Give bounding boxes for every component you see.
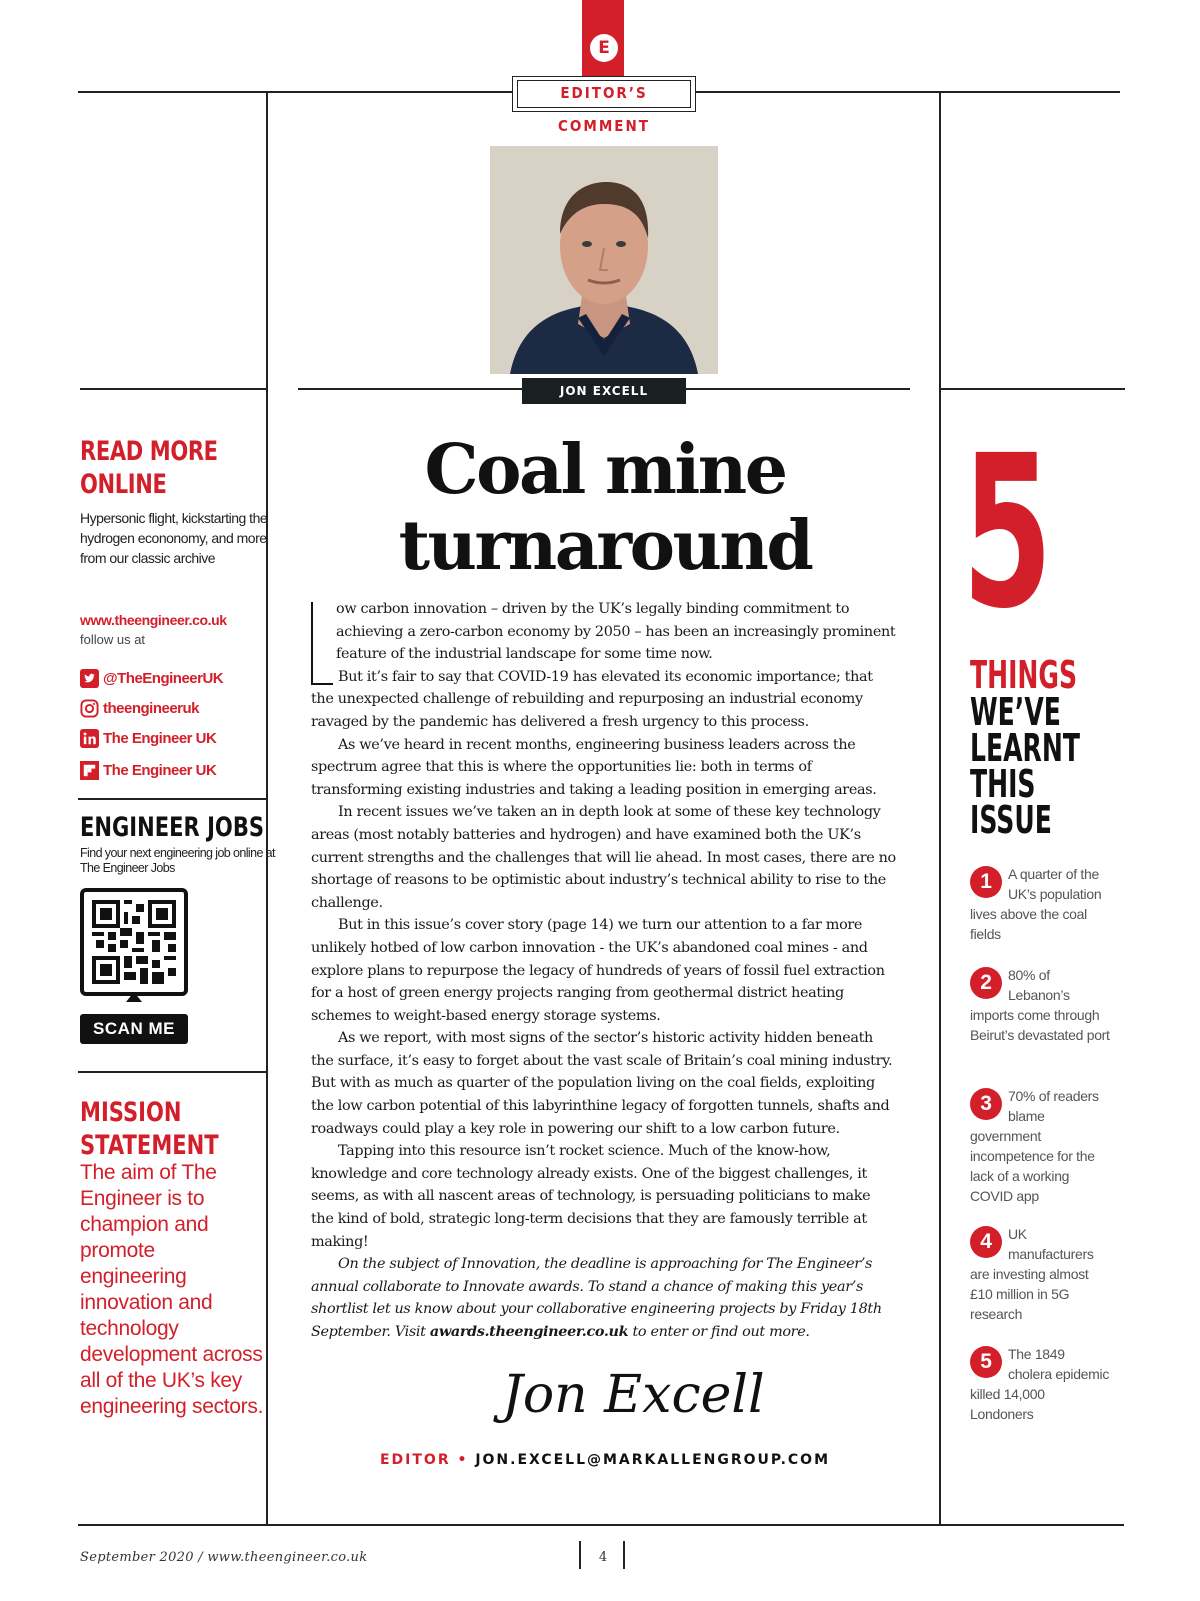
section-label-inner-border <box>517 80 691 108</box>
editor-email[interactable]: JON.EXCELL@MARKALLENGROUP.COM <box>475 1452 831 1468</box>
qr-pointer <box>126 992 142 1002</box>
headline <box>300 432 910 584</box>
mission-statement-title: MISSION STATEMENT <box>80 1097 219 1161</box>
fact-number-badge: 2 <box>970 967 1002 999</box>
fact-text: 70% of readers blame government incompetence for the lack of a working COVID app <box>970 1088 1099 1204</box>
follow-label: follow us at <box>80 632 146 647</box>
big-number-five: 5 <box>962 410 1053 655</box>
fact-text: 80% of Lebanon’s imports come through Beirut’s devastated port <box>970 967 1110 1043</box>
website-link[interactable]: www.theengineer.co.uk <box>80 612 227 628</box>
subtitle-line: WE’VE <box>970 690 1061 734</box>
read-more-description: Hypersonic flight, kickstarting the hydrogen econonomy, and more from our classic archive <box>80 510 268 566</box>
author-name-plate: JON EXCELL <box>522 378 686 404</box>
social-label: The Engineer UK <box>103 729 217 747</box>
top-rule-right <box>696 91 1120 93</box>
scan-me-label: SCAN ME <box>80 1014 188 1044</box>
subtitle-line: ISSUE <box>970 798 1052 842</box>
article-paragraph: In recent issues we’ve taken an in depth look at some of these key technology areas (most notably batteries and hydrogen) and have examined both the UK’s current strengths and the challenges that will lie ahead. In most cases, there are no shortage of reasons to be optimistic about industry’s technical ability to rise to the challenge. <box>311 804 896 911</box>
social-label: The Engineer UK <box>103 761 217 779</box>
left-rule-3 <box>78 1071 266 1073</box>
article-paragraph: Tapping into this resource isn’t rocket science. Much of the know-how, knowledge and core technology already exists. One of the biggest challenges, it seems, as with all nascent areas of technology, is persuading politicians to make the kind of bold, strategic long-term decisions that they are famously terrible at making! <box>311 1143 871 1250</box>
fact-text: UK manufacturers are investing almost £10 million in 5G research <box>970 1226 1094 1322</box>
linkedin-icon <box>80 729 99 748</box>
fact-item <box>970 1344 1110 1424</box>
qr-code-icon <box>84 892 184 992</box>
social-linkedin[interactable] <box>80 727 280 749</box>
fact-text: A quarter of the UK’s population lives above the coal fields <box>970 866 1102 942</box>
signature-text: Jon Excell <box>502 1365 765 1425</box>
headline-line-1: Coal mine <box>424 430 786 510</box>
engineer-jobs-title: ENGINEER JOBS <box>80 812 265 843</box>
bullet-separator: • <box>457 1452 476 1468</box>
article-paragraph: As we report, with most signs of the sector’s historic activity hidden beneath the surface, it’s easy to forget about the vast scale of Britain’s coal mining industry. But with as much as quarter of the population living on the coal fields, exploiting the low carbon potential of this labyrinthine legacy of forgotten tunnels, shafts and roadways could play a key role in powering our shift to a low carbon future. <box>311 1030 893 1137</box>
read-more-title: READ MORE ONLINE <box>80 436 218 500</box>
subtitle-line: LEARNT <box>970 726 1080 770</box>
social-instagram[interactable] <box>80 697 280 719</box>
section-label-text: EDITOR’S COMMENT <box>558 84 650 135</box>
mission-statement-text: The aim of The Engineer is to champion and promote engineering innovation and technology development across all of the UK’s key engineering sectors. <box>80 1161 264 1418</box>
twitter-icon <box>80 669 99 688</box>
fact-number-badge: 5 <box>970 1346 1002 1378</box>
social-twitter[interactable] <box>80 667 280 689</box>
section-tab-logo: E <box>590 34 618 62</box>
instagram-icon <box>80 699 99 718</box>
editor-role: EDITOR <box>379 1452 451 1468</box>
awards-link[interactable]: awards.theengineer.co.uk <box>429 1323 629 1340</box>
fact-number-badge: 3 <box>970 1088 1002 1120</box>
fact-number-badge: 1 <box>970 866 1002 898</box>
things-subtitle <box>970 690 1080 842</box>
author-portrait-icon <box>490 146 718 374</box>
article-paragraph: As we’ve heard in recent months, engineering business leaders across the spectrum agree that this is where the opportunities lie: both in terms of transforming existing industries and taking a leading position in emerging areas. <box>311 736 877 798</box>
right-column-divider <box>939 91 941 1525</box>
fact-item <box>970 864 1110 944</box>
closing-text: On the subject of Innovation, the deadline is approaching for The Engineer’s annual collaborate to Innovate awards. To stand a chance of making this year’s shortlist let us know about your collaborative engineering projects by Friday 18th September. Visit <box>311 1256 882 1340</box>
article-closing-paragraph <box>311 1253 897 1343</box>
flipboard-icon <box>80 761 99 780</box>
article-paragraph: But in this issue’s cover story (page 14) we turn our attention to a far more unlikely hotbed of low carbon innovation - the UK’s abandoned coal mines - and explore plans to repurpose the legacy of hundreds of years of fossil fuel extraction for a host of green energy projects ranging from geothermal district heating schemes to weight-based energy storage systems. <box>311 917 885 1024</box>
engineer-jobs-description: Find your next engineering job online at The Engineer Jobs <box>80 846 275 875</box>
article-body <box>311 598 897 1344</box>
left-rule-2 <box>78 798 266 800</box>
section-label <box>512 76 696 135</box>
author-photo <box>490 146 718 374</box>
footer-issue-info: September 2020 / www.theengineer.co.uk <box>80 1550 368 1565</box>
social-label: theengineeruk <box>103 699 200 717</box>
fact-item <box>970 965 1110 1045</box>
editor-contact-line <box>300 1452 910 1468</box>
things-title: THINGS <box>970 653 1078 697</box>
subtitle-line: THIS <box>970 762 1036 806</box>
page-number: 4 <box>598 1550 608 1565</box>
article-paragraph: ow carbon innovation – driven by the UK’s legally binding commitment to achieving a zero-carbon economy by 2050 – has been an increasingly prominent feature of the industrial landscape for some time now. <box>336 601 896 663</box>
headline-line-2: turnaround <box>398 506 812 586</box>
signature-icon <box>498 1350 765 1440</box>
article-paragraph: But it’s fair to say that COVID-19 has elevated its economic importance; that the unexpected challenge of rebuilding and repurposing an industrial economy ravaged by the pandemic has delivered a fresh urgency to this process. <box>311 668 873 730</box>
bottom-rule <box>78 1524 1124 1526</box>
fact-item <box>970 1086 1110 1206</box>
closing-text-end: to enter or find out more. <box>628 1324 810 1340</box>
mid-rule-right <box>940 388 1125 390</box>
mid-rule-left <box>80 388 266 390</box>
qr-code[interactable] <box>80 888 188 996</box>
fact-item <box>970 1224 1110 1324</box>
social-flipboard[interactable] <box>80 759 280 781</box>
social-label: @TheEngineerUK <box>103 669 224 687</box>
fact-number-badge: 4 <box>970 1226 1002 1258</box>
left-column-divider <box>266 91 268 1525</box>
fact-text: The 1849 cholera epidemic killed 14,000 Londoners <box>970 1346 1110 1422</box>
top-rule-left <box>78 91 512 93</box>
